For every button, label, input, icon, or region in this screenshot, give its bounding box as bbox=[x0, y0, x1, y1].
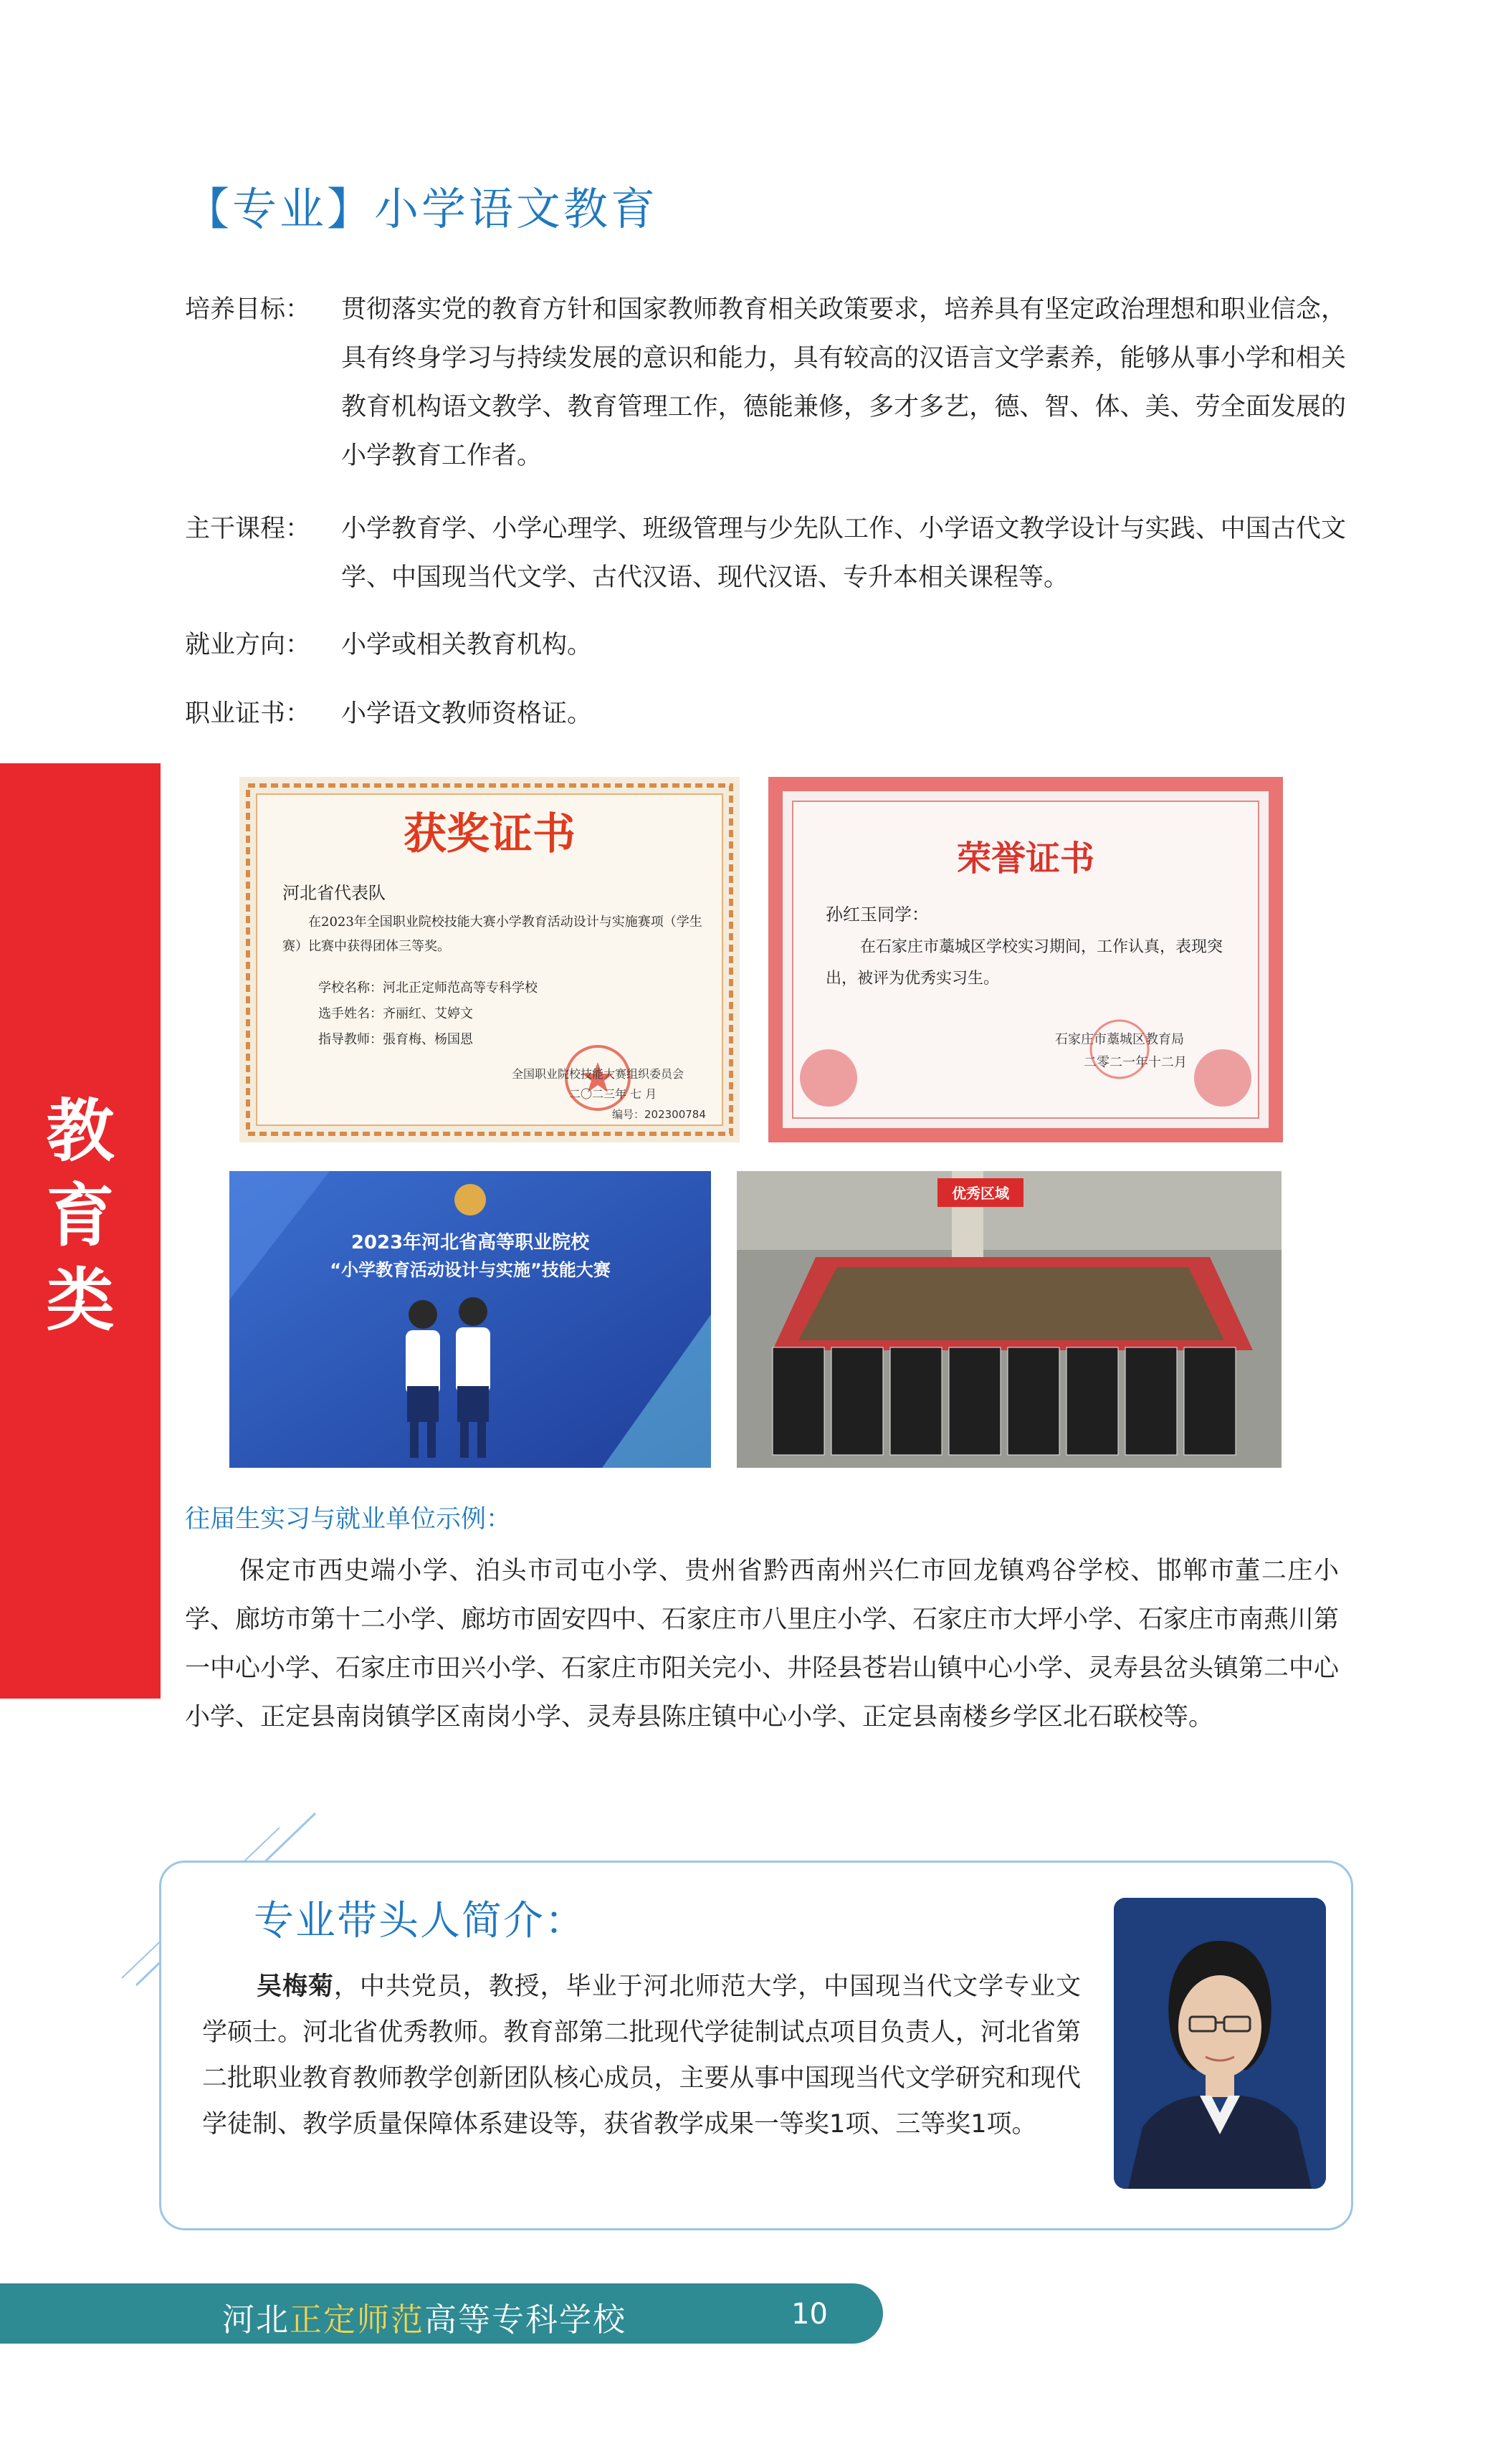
honor-body: 在石家庄市藁城区学校实习期间，工作认真，表现突出，被评为优秀实习生。 bbox=[826, 938, 1223, 988]
honor-recipient: 孙红玉同学： bbox=[826, 904, 929, 925]
page-title: 【专业】小学语文教育 bbox=[185, 183, 659, 235]
info-text: 小学教育学、小学心理学、班级管理与少先队工作、小学语文教学设计与实践、中国古代文学、中国现当代文学、古代汉语、现代汉语、专升本相关课程等。 bbox=[341, 515, 1346, 592]
info-row-goal bbox=[185, 285, 1346, 480]
info-text: 贯彻落实党的教育方针和国家教师教育相关政策要求，培养具有坚定政治理想和职业信念，具有终身学习与持续发展的意识和能力，具有较高的汉语言文学素养，能够从事小学和相关教育机构语文教学、教育管理工作，德能兼修，多才多艺，德、智、体、美、劳全面发展的小学教育工作者。 bbox=[341, 295, 1346, 470]
info-label: 就业方向： bbox=[185, 631, 311, 659]
contest-stage-photo bbox=[229, 1171, 711, 1468]
contest-banner-line2: “小学教育活动设计与实施”技能大赛 bbox=[330, 1260, 611, 1280]
award-school: 学校名称：河北正定师范高等专科学校 bbox=[318, 980, 538, 995]
award-title: 获奖证书 bbox=[404, 809, 576, 859]
footer-school-name: 河北正定师范高等专科学校 bbox=[222, 2301, 627, 2339]
award-issuer: 全国职业院校技能大赛组织委员会 bbox=[512, 1067, 684, 1081]
examples-text: 保定市西史端小学、泊头市司屯小学、贵州省黔西南州兴仁市回龙镇鸡谷学校、邯郸市董二庄小学、廊坊市第十二小学、廊坊市固安四中、石家庄市八里庄小学、石家庄市大坪小学、石家庄市南燕川第一中心小学、石家庄市田兴小学、石家庄市阳关完小、井陉县苍岩山镇中心小学、灵寿县岔头镇第二中心小学、正定县南岗镇学区南岗小学、灵寿县陈庄镇中心小学、正定县南楼乡学区北石联校等。 bbox=[185, 1557, 1340, 1732]
honor-issuer: 石家庄市藁城区教育局 bbox=[1055, 1032, 1184, 1047]
info-row-certificate bbox=[185, 689, 1346, 738]
calligraphy-board bbox=[831, 1347, 883, 1455]
calligraphy-board bbox=[890, 1347, 942, 1455]
info-label: 培养目标： bbox=[185, 295, 311, 324]
calligraphy-display-photo bbox=[737, 1171, 1282, 1468]
leader-bio bbox=[202, 1964, 1081, 2147]
info-row-courses bbox=[185, 505, 1346, 602]
calligraphy-board bbox=[1008, 1347, 1059, 1455]
award-body: 在2023年全国职业院校技能大赛小学教育活动设计与实施赛项（学生赛）比赛中获得团体三等奖。 bbox=[282, 915, 702, 954]
award-students: 选手姓名：齐丽红、艾婷文 bbox=[318, 1006, 473, 1021]
award-teachers: 指导教师：張育梅、杨国恩 bbox=[318, 1032, 473, 1047]
honor-certificate-photo bbox=[768, 777, 1283, 1142]
award-recipient: 河北省代表队 bbox=[282, 883, 386, 903]
contest-logo-icon bbox=[454, 1184, 486, 1216]
calligraphy-board bbox=[1125, 1347, 1177, 1455]
flower-ornament-icon bbox=[1194, 1049, 1251, 1107]
examples-heading: 往届生实习与就业单位示例： bbox=[185, 1505, 512, 1534]
award-number: 编号：202300784 bbox=[612, 1108, 706, 1121]
flower-ornament-icon bbox=[800, 1049, 857, 1107]
leader-name: 吴梅菊 bbox=[257, 1972, 334, 2001]
contest-banner-line1: 2023年河北省高等职业院校 bbox=[350, 1232, 590, 1254]
leader-bio-text: ，中共党员，教授，毕业于河北师范大学，中国现当代文学专业文学硕士。河北省优秀教师。教育部第二批现代学徒制试点项目负责人，河北省第二批职业教育教师教学创新团队核心成员，主要从事中国现当代文学研究和现代学徒制、教学质量保障体系建设等，获省教学成果一等奖1项、三等奖1项。 bbox=[202, 1972, 1081, 2139]
award-date: 二〇二三年 七 月 bbox=[569, 1087, 657, 1101]
honor-title: 荣誉证书 bbox=[956, 839, 1095, 879]
field-sign-text: 优秀区域 bbox=[952, 1185, 1009, 1202]
calligraphy-board bbox=[949, 1347, 1001, 1455]
info-label: 职业证书： bbox=[185, 699, 311, 728]
calligraphy-board bbox=[1066, 1347, 1118, 1455]
leader-portrait bbox=[1114, 1898, 1326, 2189]
side-category-label: 教育类 bbox=[46, 1092, 115, 1340]
leader-heading: 专业带头人简介： bbox=[254, 1898, 586, 1944]
honor-date: 二零二一年十二月 bbox=[1084, 1055, 1187, 1070]
calligraphy-board bbox=[1184, 1347, 1236, 1455]
page-number: 10 bbox=[791, 2298, 828, 2331]
info-label: 主干课程： bbox=[185, 515, 311, 543]
info-text: 小学或相关教育机构。 bbox=[341, 631, 593, 659]
info-row-employment bbox=[185, 621, 1346, 669]
calligraphy-board bbox=[773, 1347, 824, 1455]
info-text: 小学语文教师资格证。 bbox=[341, 699, 593, 728]
award-certificate-photo bbox=[239, 777, 740, 1142]
